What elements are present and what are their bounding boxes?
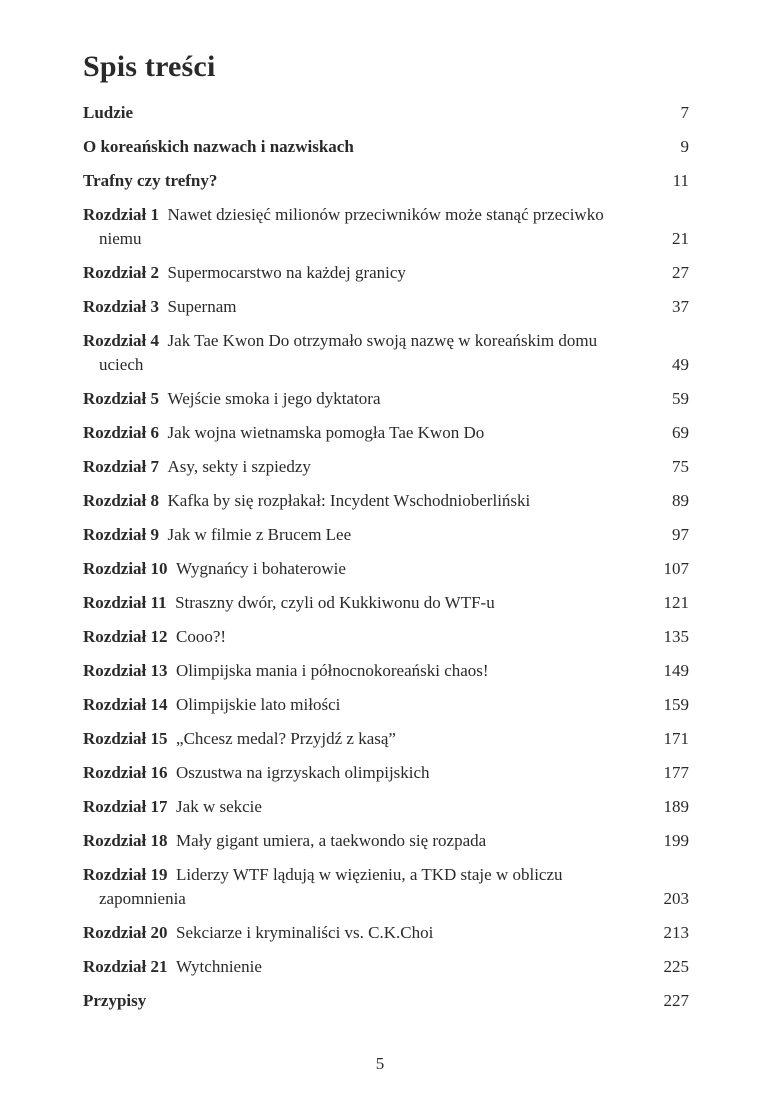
entry-title: Olimpijskie lato miłości: [176, 695, 341, 714]
table-of-contents: [83, 101, 689, 1013]
entry-page: 189: [663, 797, 689, 816]
entry-page: 135: [663, 627, 689, 646]
toc-entry-chapter-8[interactable]: [83, 489, 689, 513]
toc-entry-names[interactable]: [83, 135, 689, 159]
toc-entry-ludzie[interactable]: [83, 101, 689, 125]
entry-title: Supermocarstwo na każdej granicy: [167, 263, 406, 282]
entry-page: 27: [672, 263, 689, 282]
toc-entry-chapter-16[interactable]: [83, 761, 689, 785]
toc-entry-chapter-7[interactable]: [83, 455, 689, 479]
page-number: 5: [375, 1054, 385, 1073]
entry-page: 213: [663, 923, 689, 942]
entry-label: Rozdział 1: [83, 205, 160, 224]
entry-label: Rozdział 21: [83, 957, 168, 976]
toc-entry-chapter-17[interactable]: [83, 795, 689, 819]
toc-entry-chapter-19[interactable]: [83, 863, 689, 911]
toc-entry-chapter-18[interactable]: [83, 829, 689, 853]
toc-entry-chapter-1[interactable]: [83, 203, 689, 251]
entry-title: Oszustwa na igrzyskach olimpijskich: [176, 763, 430, 782]
toc-entry-chapter-21[interactable]: [83, 955, 689, 979]
toc-entry-przypisy[interactable]: [83, 989, 689, 1013]
entry-title: Jak wojna wietnamska pomogła Tae Kwon Do: [167, 423, 485, 442]
entry-label: Rozdział 16: [83, 763, 168, 782]
entry-label: Rozdział 2: [83, 263, 160, 282]
entry-title: Jak w filmie z Brucem Lee: [167, 525, 352, 544]
entry-page: 7: [680, 103, 689, 122]
entry-page: 49: [672, 355, 689, 374]
entry-title: Sekciarze i kryminaliści vs. C.K.Choi: [176, 923, 434, 942]
entry-page: 227: [663, 991, 689, 1010]
entry-label: Rozdział 11: [83, 593, 167, 612]
toc-entry-chapter-2[interactable]: [83, 261, 689, 285]
entry-label: Rozdział 17: [83, 797, 168, 816]
entry-page: 97: [672, 525, 689, 544]
toc-entry-chapter-3[interactable]: [83, 295, 689, 319]
entry-label: Rozdział 6: [83, 423, 160, 442]
entry-title: Wejście smoka i jego dyktatora: [167, 389, 381, 408]
entry-title: Kafka by się rozpłakał: Incydent Wschodnioberliński: [167, 491, 531, 510]
entry-title: Cooo?!: [176, 627, 227, 646]
entry-page: 159: [663, 695, 689, 714]
entry-page: 59: [672, 389, 689, 408]
entry-title: Wygnańcy i bohaterowie: [176, 559, 346, 578]
entry-page: 9: [680, 137, 689, 156]
entry-title: Supernam: [167, 297, 237, 316]
entry-page: 75: [672, 457, 689, 476]
entry-title: Jak Tae Kwon Do otrzymało swoją nazwę w koreańskim domu uciech: [99, 331, 598, 374]
entry-page: 11: [672, 171, 689, 190]
entry-page: 107: [663, 559, 689, 578]
entry-page: 121: [663, 593, 689, 612]
entry-label: Rozdział 7: [83, 457, 160, 476]
entry-label: Rozdział 5: [83, 389, 160, 408]
entry-label: Rozdział 13: [83, 661, 168, 680]
entry-title: Liderzy WTF lądują w więzieniu, a TKD staje w obliczu zapomnienia: [99, 865, 563, 908]
entry-label: Rozdział 4: [83, 331, 160, 350]
entry-page: 199: [663, 831, 689, 850]
entry-label: Rozdział 18: [83, 831, 168, 850]
toc-entry-chapter-14[interactable]: [83, 693, 689, 717]
entry-title: Wytchnienie: [176, 957, 262, 976]
toc-entry-chapter-15[interactable]: [83, 727, 689, 751]
entry-page: 203: [663, 889, 689, 908]
entry-title: Jak w sekcie: [176, 797, 262, 816]
toc-entry-chapter-6[interactable]: [83, 421, 689, 445]
toc-entry-chapter-9[interactable]: [83, 523, 689, 547]
entry-page: 21: [672, 229, 689, 248]
entry-label: Rozdział 10: [83, 559, 168, 578]
toc-entry-chapter-11[interactable]: [83, 591, 689, 615]
toc-entry-chapter-20[interactable]: [83, 921, 689, 945]
entry-label: Rozdział 8: [83, 491, 160, 510]
entry-label: Rozdział 12: [83, 627, 168, 646]
entry-label: Rozdział 3: [83, 297, 160, 316]
entry-label: Ludzie: [83, 103, 134, 122]
entry-page: 149: [663, 661, 689, 680]
entry-page: 177: [663, 763, 689, 782]
entry-label: Rozdział 19: [83, 865, 168, 884]
entry-label: Rozdział 14: [83, 695, 168, 714]
entry-title: Straszny dwór, czyli od Kukkiwonu do WTF-u: [175, 593, 495, 612]
entry-title: Asy, sekty i szpiedzy: [167, 457, 311, 476]
entry-title: Mały gigant umiera, a taekwondo się rozpada: [176, 831, 487, 850]
entry-page: 171: [663, 729, 689, 748]
toc-entry-chapter-5[interactable]: [83, 387, 689, 411]
entry-title: Nawet dziesięć milionów przeciwników może stanąć przeciwko niemu: [99, 205, 604, 248]
entry-label: O koreańskich nazwach i nazwiskach: [83, 137, 354, 156]
entry-label: Rozdział 15: [83, 729, 168, 748]
entry-label: Rozdział 20: [83, 923, 168, 942]
toc-entry-chapter-10[interactable]: [83, 557, 689, 581]
entry-label: Rozdział 9: [83, 525, 160, 544]
toc-entry-chapter-12[interactable]: [83, 625, 689, 649]
toc-entry-chapter-4[interactable]: [83, 329, 689, 377]
entry-page: 225: [663, 957, 689, 976]
entry-label: Przypisy: [83, 991, 147, 1010]
page-title: Spis treści: [83, 50, 216, 83]
entry-label: Trafny czy trefny?: [83, 171, 218, 190]
entry-title: „Chcesz medal? Przyjdź z kasą”: [176, 729, 396, 748]
entry-page: 69: [672, 423, 689, 442]
entry-page: 89: [672, 491, 689, 510]
entry-title: Olimpijska mania i północnokoreański chaos!: [176, 661, 489, 680]
toc-entry-trafny[interactable]: [83, 169, 689, 193]
entry-page: 37: [672, 297, 689, 316]
toc-entry-chapter-13[interactable]: [83, 659, 689, 683]
